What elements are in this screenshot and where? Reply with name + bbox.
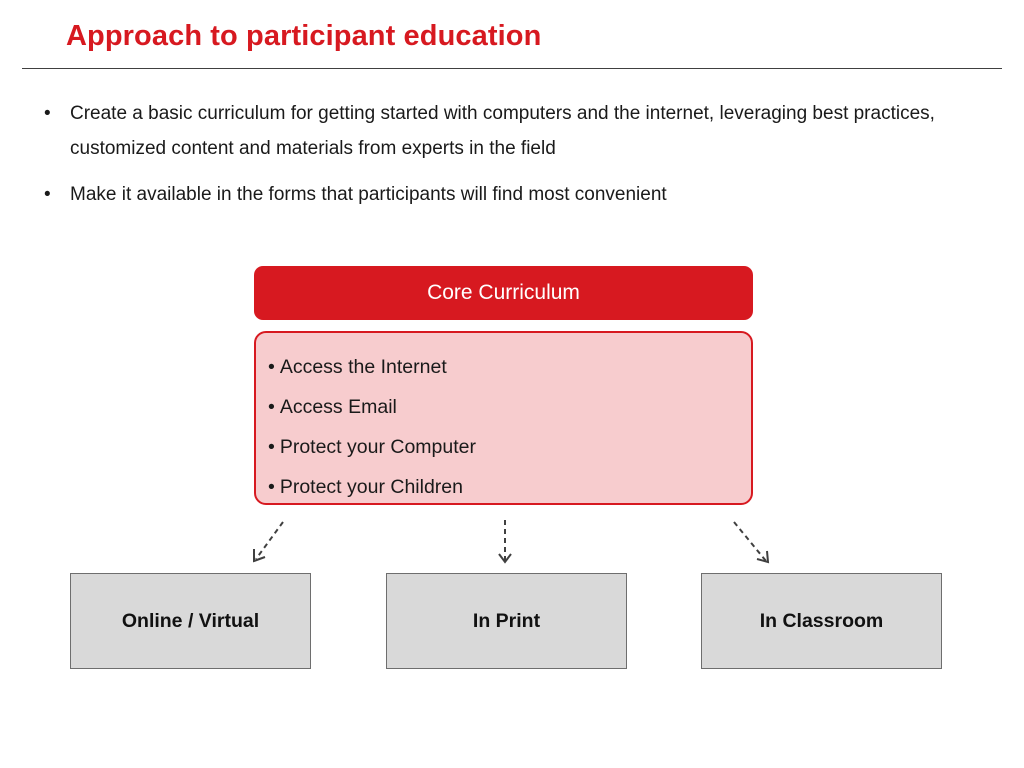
- bullet-dot-icon: •: [44, 103, 51, 124]
- core-item-label: Access Email: [279, 396, 397, 418]
- arrow-to-online-icon: [254, 522, 283, 561]
- channel-in-print: [386, 573, 627, 669]
- bullet-dot-icon: •: [268, 436, 275, 458]
- channel-label: In Print: [472, 609, 541, 632]
- core-item-label: Access the Internet: [279, 356, 447, 378]
- slide-title: Approach to participant education: [66, 20, 542, 52]
- core-item-label: Protect your Children: [279, 476, 463, 498]
- intro-bullet-text: Make it available in the forms that participants will find most convenient: [70, 184, 667, 205]
- bullet-dot-icon: •: [44, 184, 51, 205]
- channel-label: Online / Virtual: [121, 609, 260, 632]
- core-item-label: Protect your Computer: [279, 436, 476, 458]
- arrow-to-print-icon: [499, 520, 511, 562]
- intro-bullet-text: Create a basic curriculum for getting started with computers and the internet, leveraging best practices, customized content and materials from experts in the field: [70, 103, 935, 159]
- core-curriculum-title: Core Curriculum: [427, 281, 580, 304]
- bullet-dot-icon: •: [268, 396, 275, 418]
- arrow-to-classroom-icon: [734, 522, 768, 562]
- channel-label: In Classroom: [759, 609, 884, 632]
- bullet-dot-icon: •: [268, 476, 275, 498]
- bullet-dot-icon: •: [268, 356, 275, 378]
- channel-online-virtual: [70, 573, 311, 669]
- channel-in-classroom: [701, 573, 942, 669]
